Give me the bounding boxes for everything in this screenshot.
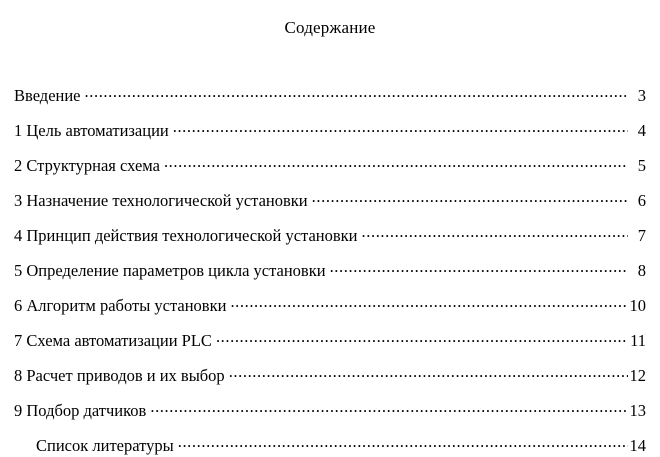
toc-entry-page: 8 (637, 260, 646, 280)
toc-entry[interactable] (14, 154, 646, 174)
toc-entry[interactable] (14, 259, 646, 279)
toc-entry-label: 1 Цель автоматизации (14, 120, 169, 140)
toc-entry-label: 8 Расчет приводов и их выбор (14, 365, 225, 385)
toc-entry[interactable] (14, 189, 646, 209)
toc-leader-dots (164, 154, 628, 171)
page-title: Содержание (284, 18, 376, 37)
toc-leader-dots (216, 329, 628, 346)
toc-entry-page: 10 (629, 295, 646, 315)
toc-entry[interactable] (14, 364, 646, 384)
toc-entry-label: 9 Подбор датчиков (14, 400, 147, 420)
toc-leader-dots (330, 259, 628, 276)
document-page (0, 18, 660, 457)
toc-entry[interactable] (14, 329, 646, 349)
toc-entry-label: Список литературы (36, 435, 174, 455)
toc-leader-dots (312, 189, 628, 206)
toc-leader-dots (178, 434, 628, 451)
toc-leader-dots (229, 364, 628, 381)
toc-leader-dots (85, 84, 628, 101)
toc-entry-page: 6 (637, 190, 646, 210)
toc-leader-dots (230, 294, 627, 311)
toc-entry-page: 12 (629, 365, 646, 385)
toc-entry-label: 7 Схема автоматизации PLC (14, 330, 212, 350)
toc-entry[interactable] (14, 84, 646, 104)
toc-entry[interactable] (14, 434, 646, 454)
toc-entry-label: 6 Алгоритм работы установки (14, 295, 227, 315)
toc-entry-label: 3 Назначение технологической установки (14, 190, 308, 210)
toc-leader-dots (173, 119, 628, 136)
toc-entry-label: 5 Определение параметров цикла установки (14, 260, 326, 280)
toc-entry-page: 14 (629, 435, 646, 455)
toc-entry-page: 13 (629, 400, 646, 420)
toc-entry[interactable] (14, 294, 646, 314)
toc-entry[interactable] (14, 224, 646, 244)
toc-entry-page: 5 (637, 155, 646, 175)
toc-entry-page: 11 (630, 330, 646, 350)
toc-entry-label: 4 Принцип действия технологической установки (14, 225, 358, 245)
toc-entry[interactable] (14, 399, 646, 419)
toc-entry-label: Введение (14, 85, 81, 105)
table-of-contents (14, 84, 646, 454)
toc-entry-label: 2 Структурная схема (14, 155, 160, 175)
toc-entry[interactable] (14, 119, 646, 139)
toc-entry-page: 7 (637, 225, 646, 245)
toc-leader-dots (362, 224, 628, 241)
toc-leader-dots (150, 399, 627, 416)
toc-entry-page: 3 (637, 85, 646, 105)
toc-entry-page: 4 (637, 120, 646, 140)
